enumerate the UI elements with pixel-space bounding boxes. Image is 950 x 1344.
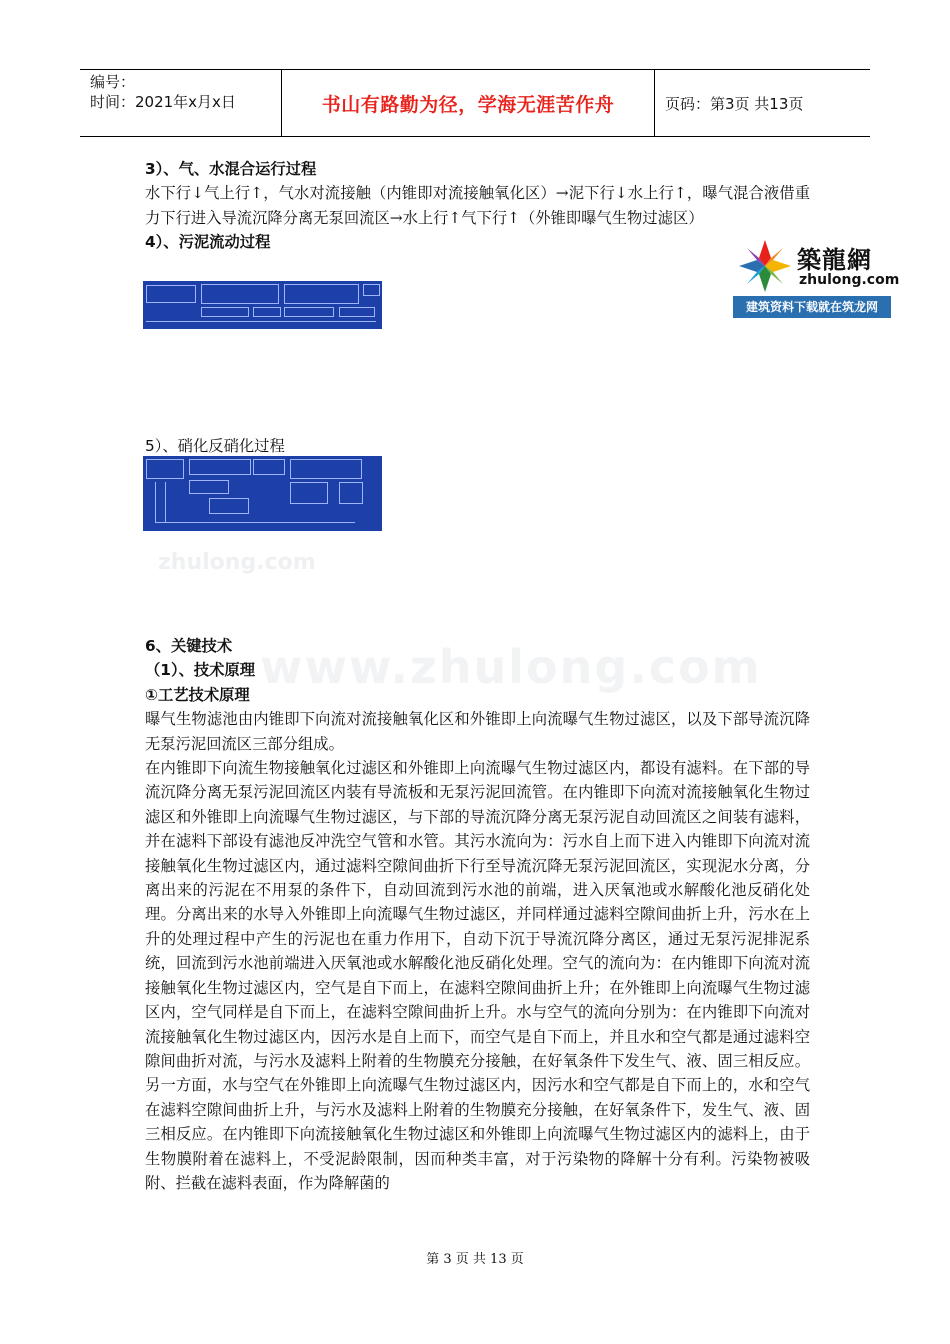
logo-slogan: 建筑资料下载就在筑龙网: [733, 296, 891, 318]
section-4-title: 4）、污泥流动过程: [145, 233, 271, 252]
watermark-small: zhulong.com: [158, 550, 316, 575]
watermark-large: www.zhulong.com: [260, 640, 762, 694]
page-footer: 第 3 页 共 13 页: [426, 1252, 524, 1267]
section-6: [145, 634, 810, 1195]
section-6-1-title: （1）、技术原理: [145, 661, 256, 680]
logo-en: zhulong.com: [799, 272, 900, 288]
document-body: [145, 157, 810, 255]
code-label: 编号：: [90, 73, 136, 91]
logo-mark: [733, 234, 900, 296]
zhulong-logo: [733, 234, 900, 318]
section-6-1-a-title: ①工艺技术原理: [145, 685, 250, 704]
section-5-title: 5）、硝化反硝化过程: [145, 437, 285, 455]
header-page-label: 页码：第3页 共13页: [665, 94, 804, 113]
header-motto: 书山有路勤为径，学海无涯苦作舟: [282, 70, 655, 136]
paragraph-2: 在内锥即下向流生物接触氧化过滤区和外锥即上向流曝气生物过滤区内，都设有滤料。在下部的导流沉降分离无泵污泥回流区内装有导流板和无泵污泥回流管。在内锥即下向流对流接触氧化生物过滤区和外锥即上向流曝气生物过滤区，与下部的导流沉降分离无泵污泥自动回流区之间装有滤料，并在滤料下部设有滤池反冲洗空气管和水管。其污水流向为：污水自上而下进入内锥即下向流对流接触氧化生物过滤区内，通过滤料空隙间曲折下行至导流沉降无泵污泥回流区，实现泥水分离，分离出来的污泥在不用泵的条件下，自动回流到污水池的前端，进入厌氧池或水解酸化池反硝化处理。分离出来的水导入外锥即上向流曝气生物过滤区，并同样通过滤料空隙间曲折上升，污水在上升的处理过程中产生的污泥也在重力作用下，自动下沉于导流沉降分离区，通过无泵污泥排泥系统，回流到污水池前端进入厌氧池或水解酸化池反硝化处理。空气的流向为：在内锥即下向流对流接触氧化生物过滤区内，空气是自下而上，在滤料空隙间曲折上升；在外锥即上向流曝气生物过滤区内，空气同样是自下而上，在滤料空隙间曲折上升。水与空气的流向分别为：在内锥即下向流对流接触氧化生物过滤区内，因污水是自上而下，而空气是自下而上，并且水和空气都是通过滤料空隙间曲折对流，与污水及滤料上附着的生物膜充分接触，在好氧条件下发生气、液、固三相反应。另一方面，水与空气在外锥即上向流曝气生物过滤区内，因污水和空气都是自下而上的，水和空气在滤料空隙间曲折上升，与污水及滤料上附着的生物膜充分接触，在好氧条件下，发生气、液、固三相反应。在内锥即下向流接触氧化生物过滤区和外锥即上向流曝气生物过滤区内的滤料上，由于生物膜附着在滤料上，不受泥龄限制，因而种类丰富，对于污染物的降解十分有利。污染物被吸附、拦截在滤料表面，作为降解菌的: [145, 759, 810, 1192]
section-6-title: 6、关键技术: [145, 637, 233, 655]
sludge-flow-diagram: [143, 281, 382, 329]
nitrification-diagram: [143, 456, 382, 531]
section-3-title: 3）、气、水混合运行过程: [145, 160, 317, 178]
logo-cn: 築龍網: [797, 245, 872, 274]
logo-star-icon: [735, 236, 795, 296]
page-header: [80, 69, 870, 137]
header-meta: [80, 70, 282, 136]
section-5-wrap: [145, 434, 810, 458]
section-3-body: 水下行↓气上行↑，气水对流接触（内锥即对流接触氧化区）→泥下行↓水上行↑，曝气混合液借重力下行进入导流沉降分离无泵回流区→水上行↑气下行↑（外锥即曝气生物过滤区）: [145, 184, 810, 227]
time-label: 时间：2021年x月x日: [90, 93, 236, 111]
paragraph-1: 曝气生物滤池由内锥即下向流对流接触氧化区和外锥即上向流曝气生物过滤区，以及下部导流沉降无泵污泥回流区三部分组成。: [145, 710, 810, 753]
